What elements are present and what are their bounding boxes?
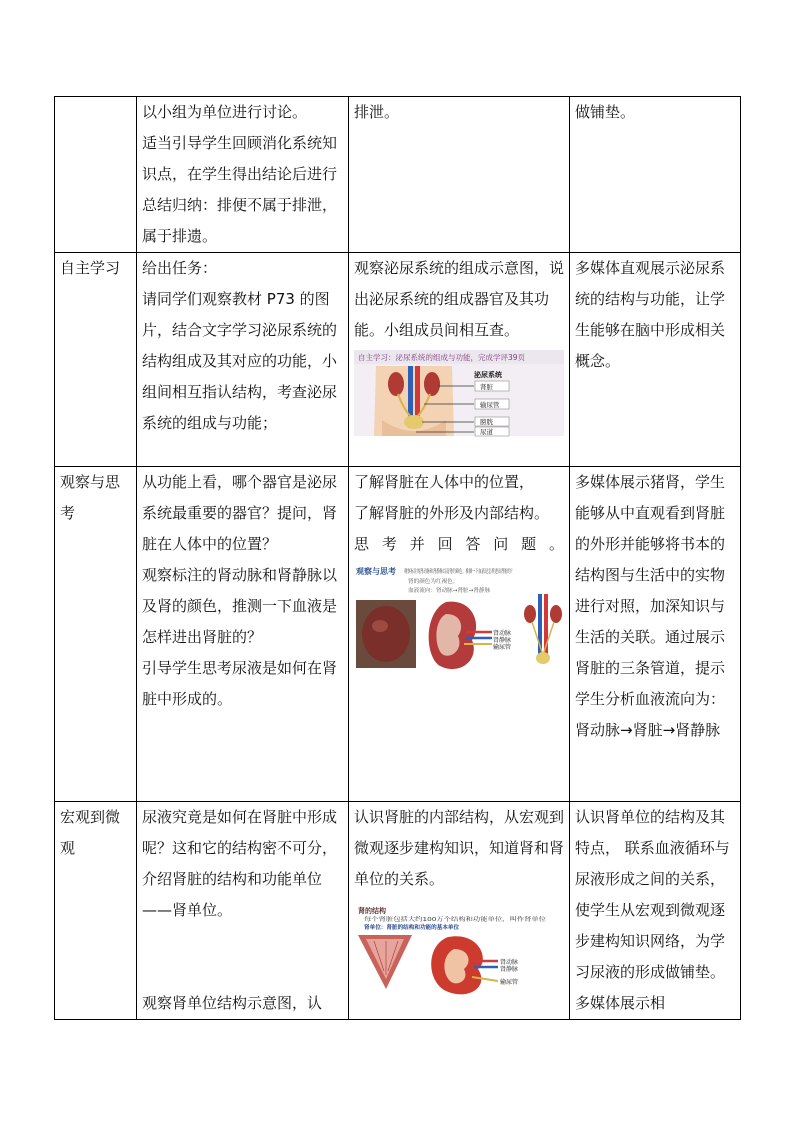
teacher-text: 引导学生思考尿液是如何在肾脏中形成的。 — [142, 659, 338, 708]
figure-label: 肾静脉 — [493, 637, 512, 644]
design-intent-cell — [570, 97, 741, 253]
figure-label: 尿道 — [480, 428, 493, 436]
figure-title: 肾的结构 — [358, 907, 386, 915]
student-text: 观察泌尿系统的组成示意图，说出泌尿系统的组成器官及其功能。小组成员间相互查。 — [354, 259, 565, 339]
table-row — [55, 802, 741, 1020]
figure-label: 肾动脉 — [500, 959, 519, 966]
figure-label: 肾动脉 — [493, 630, 512, 637]
intent-text: 认识肾单位的结构及其特点， 联系血液循环与 尿液形成之间的关系，使学生从宏观到微观逐步建构知识网络，为学习尿液的形成做铺垫。多媒体展示相 — [575, 808, 730, 1012]
teacher-text: 观察肾单位结构示意图，认 — [142, 994, 323, 1012]
figure-header: 观察与思考 — [356, 567, 396, 576]
stage-cell — [55, 97, 137, 253]
teacher-activity-cell — [137, 467, 349, 802]
design-intent-cell — [570, 253, 741, 467]
student-text: 了解肾脏在人体中的位置， — [354, 473, 535, 491]
stage-cell — [55, 253, 137, 467]
student-text: 了解肾脏的外形及内部结构。 — [354, 504, 550, 522]
lesson-plan-table — [54, 96, 741, 1020]
figure-question: 观察标注的肾动脉和肾静脉以及肾的颜色。推测一下血液是怎样进出肾脏的？ — [404, 569, 595, 575]
intent-text: 做铺垫。 — [575, 103, 636, 121]
student-activity-cell — [349, 802, 570, 1020]
student-activity-cell — [349, 253, 570, 467]
figure-label: 肾脏 — [480, 383, 493, 391]
teacher-text: 以小组为单位进行讨论。 — [142, 103, 308, 121]
teacher-text: 适当引导学生回顾消化系统知识点，在学生得出结论后进行总结归纳：排便不属于排泄，属于排遗。 — [142, 134, 338, 245]
figure-line: 肾单位：肾脏的结构和功能的基本单位 — [364, 925, 460, 931]
urinary-system-figure — [354, 350, 564, 436]
design-intent-cell — [570, 467, 741, 802]
table-row — [55, 467, 741, 802]
teacher-text: 观察标注的肾动脉和肾静脉以及肾的颜色，推测一下血液是怎样进出肾脏的？ — [142, 566, 338, 646]
stage-label: 自主学习 — [60, 259, 121, 277]
kidney-observation-figure — [354, 564, 595, 682]
intent-text: 多媒体展示猪肾，学生能够从中直观看到肾脏的外形并能够将书本的结构图与生活中的实物进行对照，加深知识与生活的关联。通过展示肾脏的三条管道，提示学生分析血液流向为：肾动脉→肾脏→肾静脉 — [575, 473, 726, 739]
student-activity-cell — [349, 467, 595, 802]
teacher-activity-cell — [137, 253, 349, 467]
student-text: 思考并回答问题。 — [354, 535, 564, 553]
intent-text: 多媒体直观展示泌尿系统的结构与功能，让学生能够在脑中形成相关概念。 — [575, 259, 726, 370]
stage-cell — [55, 467, 137, 802]
stage-cell — [55, 802, 137, 1020]
figure-label: 肾静脉 — [500, 966, 519, 973]
teacher-text: 尿液究竟是如何在肾脏中形成呢？这和它的结构密不可分，介绍肾脏的结构和功能单位——肾单位。 — [142, 808, 338, 919]
teacher-text: 从功能上看，哪个器官是泌尿系统最重要的器官？提问，肾脏在人体中的位置？ — [142, 473, 338, 553]
student-text: 认识肾脏的内部结构，从宏观到微观逐步建构知识，知道肾和肾单位的关系。 — [354, 808, 565, 888]
stage-label: 宏观到微观 — [60, 808, 121, 857]
figure-header: 自主学习：泌尿系统的组成与功能，完成学评39页 — [358, 353, 526, 362]
figure-label: 输尿管 — [493, 644, 512, 651]
figure-line: 血液流向：肾动脉→肾脏→肾静脉 — [408, 588, 491, 594]
design-intent-cell — [570, 802, 741, 1020]
stage-label: 观察与思考 — [60, 473, 121, 522]
teacher-text: 请同学们观察教材 P73 的图片，结合文字学习泌尿系统的结构组成及其对应的功能，小组间相互指认结构，考查泌尿系统的组成与功能； — [142, 290, 338, 432]
teacher-activity-cell — [137, 97, 349, 253]
kidney-structure-figure — [354, 905, 564, 991]
student-text: 排泄。 — [354, 103, 400, 121]
figure-label: 输尿管 — [480, 401, 500, 409]
figure-line: 肾的颜色为红褐色。 — [408, 579, 459, 585]
table-row — [55, 253, 741, 467]
teacher-text: 给出任务： — [142, 259, 218, 277]
figure-line: 每个肾脏包括大约100万个结构和功能单位，叫作肾单位 — [364, 917, 504, 923]
figure-title: 泌尿系统 — [474, 371, 502, 379]
student-activity-cell — [349, 97, 570, 253]
table-row — [55, 97, 741, 253]
figure-label: 膀胱 — [480, 418, 493, 426]
figure-label: 输尿管 — [500, 979, 519, 986]
teacher-activity-cell — [137, 802, 349, 1020]
